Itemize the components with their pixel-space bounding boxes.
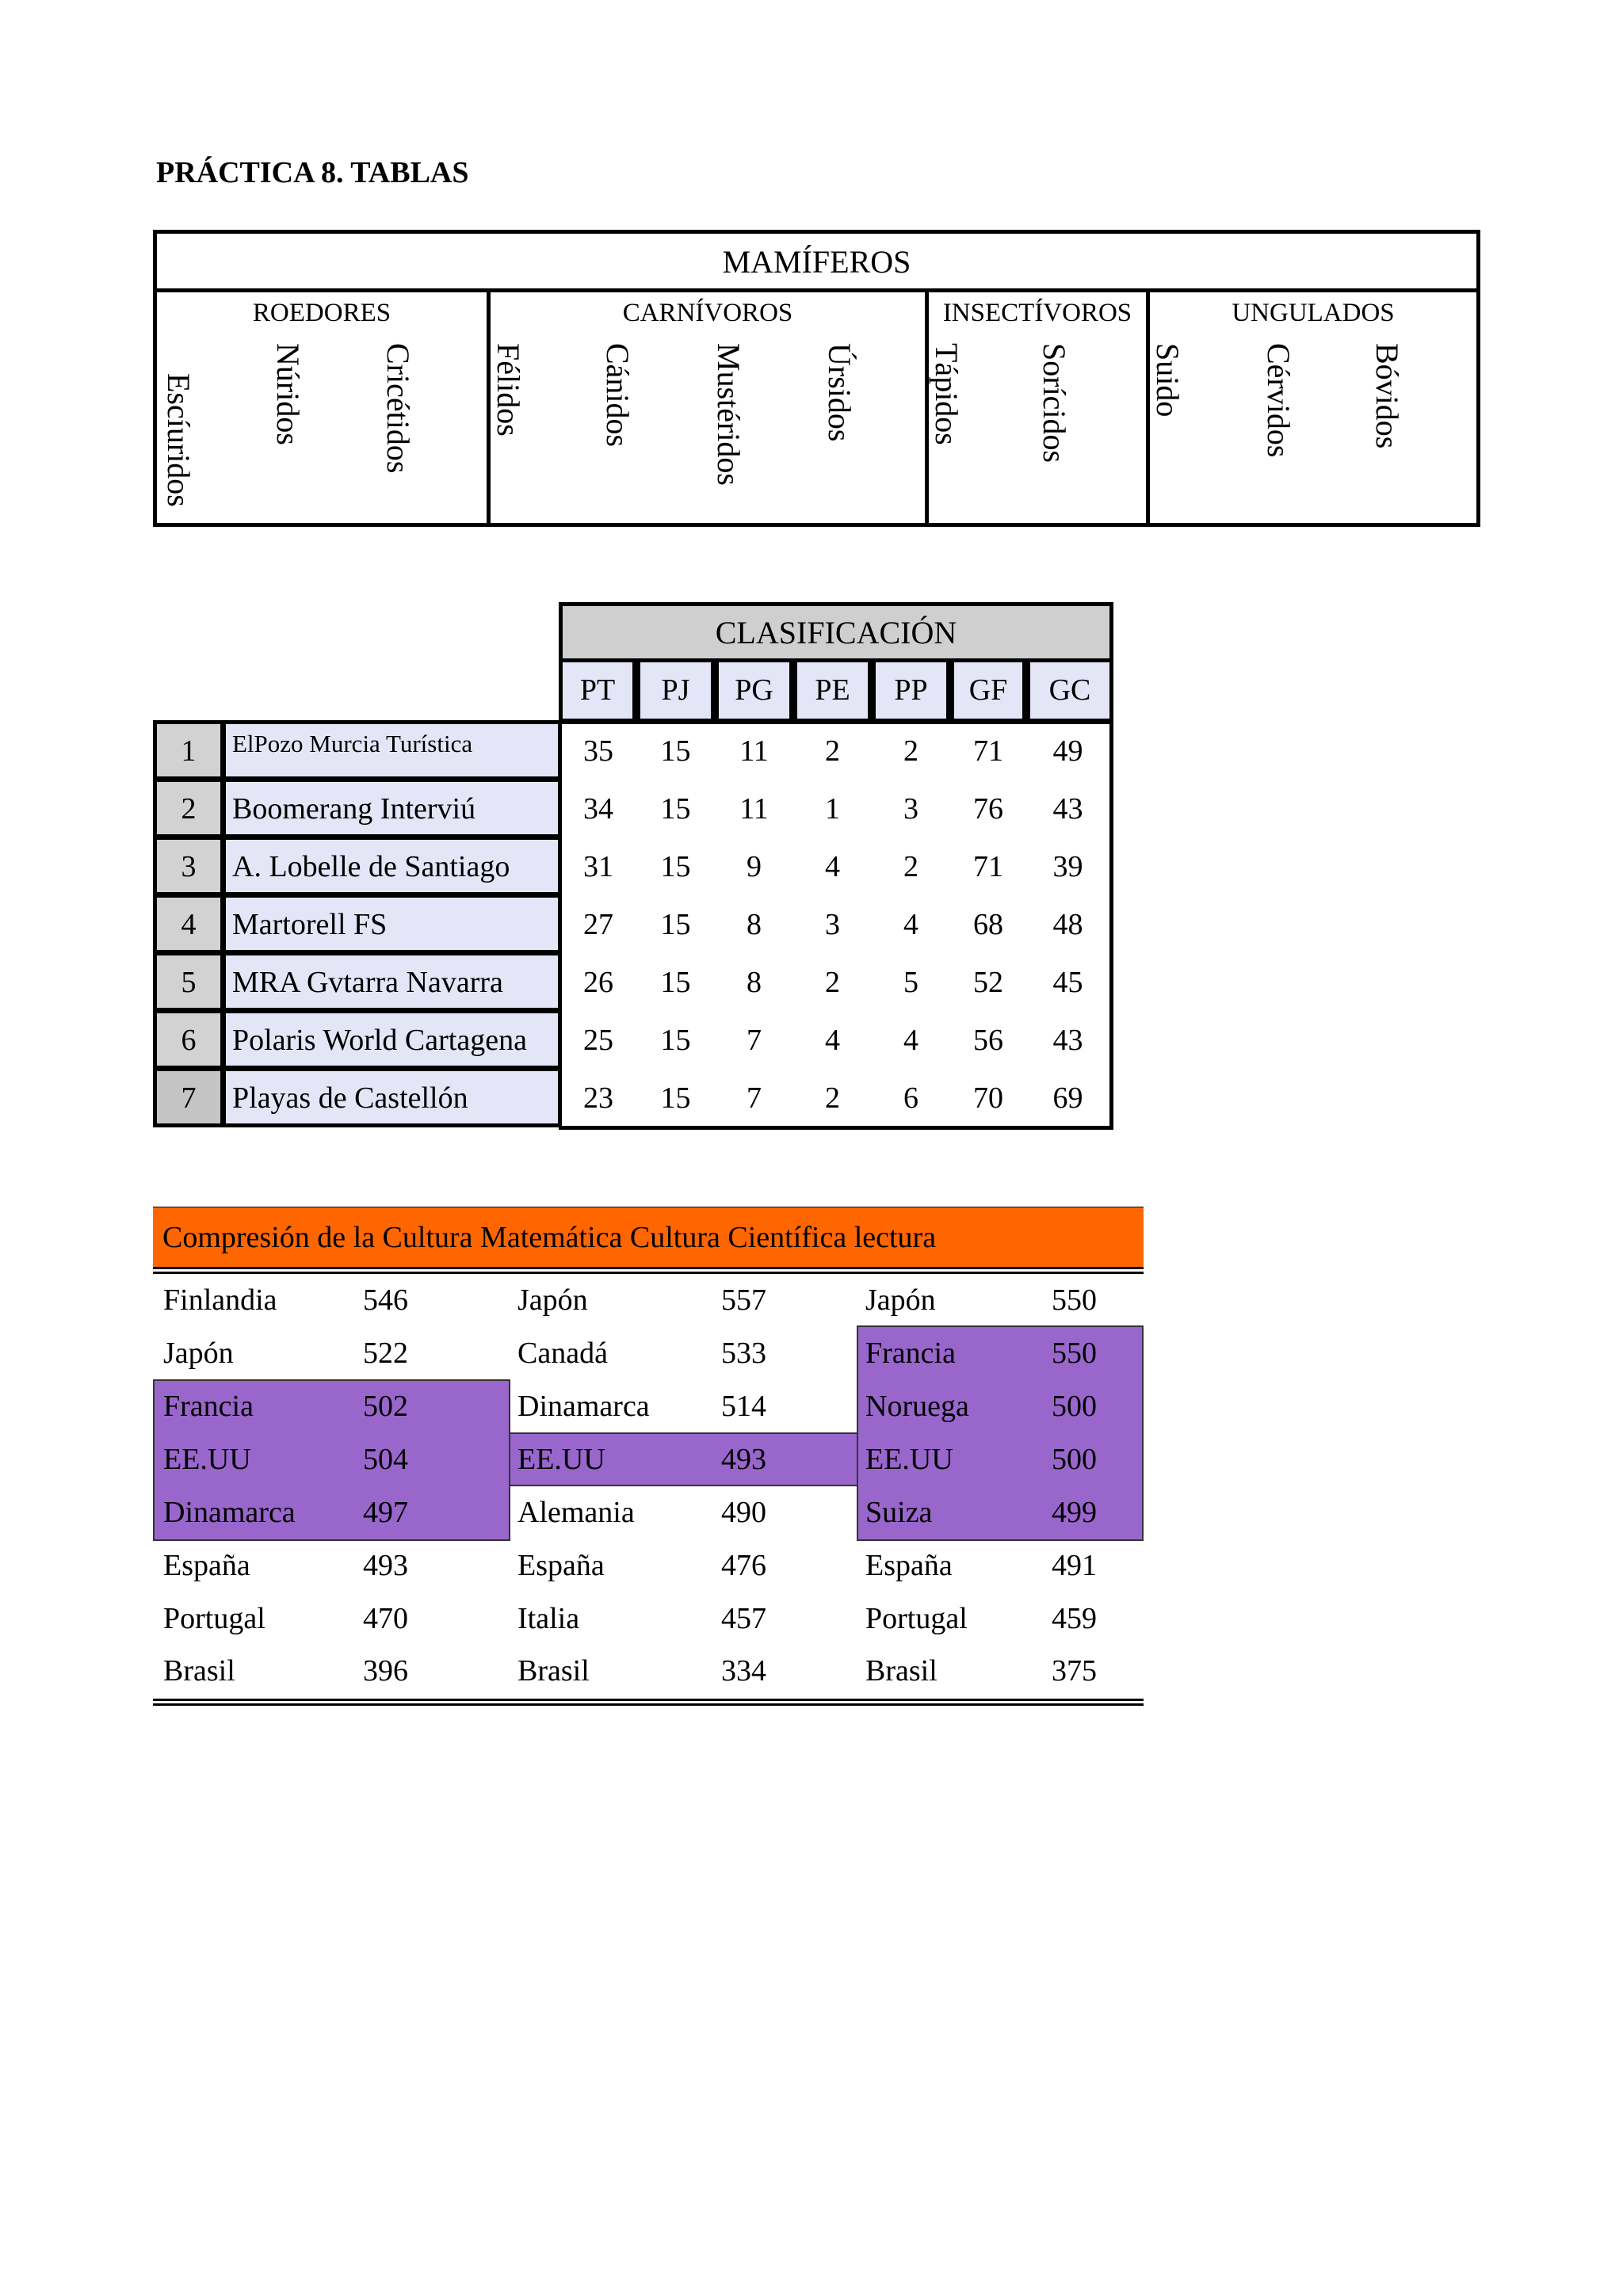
stat-value: 27	[583, 908, 613, 941]
country-name: Alemania	[517, 1496, 635, 1529]
rank-cell: 5	[153, 952, 224, 1012]
stat-value: 2	[903, 734, 918, 768]
stat-value: 26	[583, 966, 613, 999]
country-name: Brasil	[163, 1654, 235, 1688]
country-score: 470	[363, 1602, 408, 1635]
species-label: Sorícidos	[1037, 343, 1072, 463]
clasificacion-title: CLASIFICACIÓN	[559, 602, 1113, 662]
stat-value: 5	[903, 966, 918, 999]
stat-value: 4	[825, 850, 840, 883]
country-score: 502	[363, 1390, 408, 1423]
species-label: Mustéridos	[711, 343, 747, 486]
rank-cell: 4	[153, 894, 224, 954]
border-line	[1142, 1325, 1144, 1541]
mamiferos-title: MAMÍFEROS	[157, 234, 1476, 292]
country-name: Canadá	[517, 1337, 608, 1370]
stat-value: 69	[1052, 1081, 1083, 1115]
country-score: 396	[363, 1654, 408, 1688]
column-header: PP	[872, 662, 950, 723]
stat-value: 45	[1052, 966, 1083, 999]
team-name: ElPozo Murcia Turística	[222, 720, 562, 780]
country-name: Francia	[865, 1337, 956, 1370]
group-label: CARNÍVOROS	[622, 299, 793, 327]
footer-rule	[153, 1699, 1144, 1701]
country-score: 499	[1052, 1496, 1097, 1529]
column-header: GF	[950, 662, 1026, 723]
country-name: España	[163, 1549, 250, 1582]
species-label: Cánidos	[600, 343, 636, 448]
footer-rule	[153, 1703, 1144, 1706]
country-name: España	[517, 1549, 605, 1582]
stat-value: 15	[660, 1081, 691, 1115]
rank-cell: 6	[153, 1009, 224, 1070]
stat-value: 68	[973, 908, 1003, 941]
country-score: 514	[721, 1390, 766, 1423]
country-name: Italia	[517, 1602, 580, 1635]
pisa-header: Compresión de la Cultura Matemática Cultura Científica lectura	[153, 1207, 1144, 1267]
group-label: ROEDORES	[252, 299, 391, 327]
species-label: Úrsidos	[822, 343, 857, 442]
stat-value: 4	[903, 1024, 918, 1057]
country-score: 504	[363, 1443, 408, 1476]
rank-cell: 7	[153, 1067, 224, 1127]
group-ungulados	[1146, 292, 1476, 523]
column-header: GC	[1026, 662, 1113, 723]
column-header: PG	[715, 662, 793, 723]
stat-value: 8	[747, 966, 762, 999]
stat-value: 7	[747, 1081, 762, 1115]
country-score: 497	[363, 1496, 408, 1529]
country-name: Noruega	[865, 1390, 969, 1423]
stat-value: 2	[825, 966, 840, 999]
country-score: 375	[1052, 1654, 1097, 1688]
species-label: Félidos	[491, 343, 526, 437]
country-score: 500	[1052, 1390, 1097, 1423]
country-score: 546	[363, 1283, 408, 1317]
country-score: 522	[363, 1337, 408, 1370]
country-score: 334	[721, 1654, 766, 1688]
stat-value: 4	[903, 908, 918, 941]
rank-cell: 3	[153, 836, 224, 896]
country-score: 550	[1052, 1283, 1097, 1317]
team-name: Martorell FS	[222, 894, 562, 954]
stat-value: 76	[973, 792, 1003, 826]
column-header: PJ	[636, 662, 715, 723]
stat-value: 49	[1052, 734, 1083, 768]
header-rule	[153, 1272, 1144, 1274]
species-label: Cérvidos	[1261, 343, 1296, 458]
group-label: INSECTÍVOROS	[942, 299, 1132, 327]
stat-value: 15	[660, 792, 691, 826]
stat-value: 1	[825, 792, 840, 826]
group-carnivoros	[487, 292, 925, 523]
stat-value: 8	[747, 908, 762, 941]
country-name: Suiza	[865, 1496, 933, 1529]
column-header: PT	[559, 662, 636, 723]
group-roedores	[157, 292, 487, 523]
stat-value: 71	[973, 734, 1003, 768]
stat-value: 31	[583, 850, 613, 883]
rank-cell: 1	[153, 720, 224, 780]
team-name: Polaris World Cartagena	[222, 1009, 562, 1070]
species-label: Escíuridos	[161, 373, 197, 507]
stat-value: 15	[660, 966, 691, 999]
stat-value: 71	[973, 850, 1003, 883]
stat-value: 15	[660, 850, 691, 883]
country-name: Finlandia	[163, 1283, 277, 1317]
stat-value: 2	[903, 850, 918, 883]
stat-value: 35	[583, 734, 613, 768]
stat-value: 2	[825, 1081, 840, 1115]
stat-value: 3	[903, 792, 918, 826]
country-name: Portugal	[163, 1602, 265, 1635]
species-label: Bóvidos	[1369, 343, 1405, 449]
stat-value: 39	[1052, 850, 1083, 883]
rank-cell: 2	[153, 778, 224, 838]
stat-value: 15	[660, 908, 691, 941]
species-label: Suido	[1150, 343, 1186, 418]
page-title: PRÁCTICA 8. TABLAS	[156, 156, 469, 189]
country-score: 490	[721, 1496, 766, 1529]
team-name: Boomerang Interviú	[222, 778, 562, 838]
team-name: Playas de Castellón	[222, 1067, 562, 1127]
stat-value: 48	[1052, 908, 1083, 941]
country-name: España	[865, 1549, 953, 1582]
stat-value: 15	[660, 1024, 691, 1057]
stat-value: 9	[747, 850, 762, 883]
stat-value: 56	[973, 1024, 1003, 1057]
stat-value: 2	[825, 734, 840, 768]
stat-value: 52	[973, 966, 1003, 999]
stat-value: 11	[739, 792, 769, 826]
country-score: 459	[1052, 1602, 1097, 1635]
country-name: EE.UU	[865, 1443, 953, 1476]
team-name: MRA Gvtarra Navarra	[222, 952, 562, 1012]
stat-value: 4	[825, 1024, 840, 1057]
stat-value: 43	[1052, 792, 1083, 826]
country-name: Dinamarca	[517, 1390, 650, 1423]
country-score: 533	[721, 1337, 766, 1370]
stat-value: 34	[583, 792, 613, 826]
country-score: 493	[721, 1443, 766, 1476]
country-score: 493	[363, 1549, 408, 1582]
country-name: Japón	[865, 1283, 936, 1317]
country-score: 557	[721, 1283, 766, 1317]
stat-value: 43	[1052, 1024, 1083, 1057]
country-name: Dinamarca	[163, 1496, 296, 1529]
country-score: 476	[721, 1549, 766, 1582]
stat-value: 3	[825, 908, 840, 941]
country-score: 457	[721, 1602, 766, 1635]
country-name: EE.UU	[163, 1443, 251, 1476]
stat-value: 15	[660, 734, 691, 768]
country-name: Japón	[517, 1283, 588, 1317]
stat-value: 70	[973, 1081, 1003, 1115]
stat-value: 6	[903, 1081, 918, 1115]
stat-value: 11	[739, 734, 769, 768]
country-name: Brasil	[865, 1654, 938, 1688]
species-label: Núridos	[270, 343, 306, 445]
group-label: UNGULADOS	[1232, 299, 1395, 327]
country-name: Japón	[163, 1337, 234, 1370]
header-rule	[153, 1267, 1144, 1269]
group-insectivoros	[925, 292, 1146, 523]
column-header: PE	[793, 662, 872, 723]
country-score: 491	[1052, 1549, 1097, 1582]
team-name: A. Lobelle de Santiago	[222, 836, 562, 896]
border-line	[153, 1379, 155, 1541]
stat-value: 23	[583, 1081, 613, 1115]
country-name: Francia	[163, 1390, 254, 1423]
species-label: Tápidos	[929, 343, 964, 445]
country-score: 500	[1052, 1443, 1097, 1476]
species-label: Cricétidos	[380, 343, 416, 474]
country-name: EE.UU	[517, 1443, 605, 1476]
mamiferos-table	[153, 230, 1480, 527]
country-name: Brasil	[517, 1654, 590, 1688]
border-line	[509, 1379, 510, 1541]
stat-value: 25	[583, 1024, 613, 1057]
stat-value: 7	[747, 1024, 762, 1057]
country-name: Portugal	[865, 1602, 968, 1635]
country-score: 550	[1052, 1337, 1097, 1370]
